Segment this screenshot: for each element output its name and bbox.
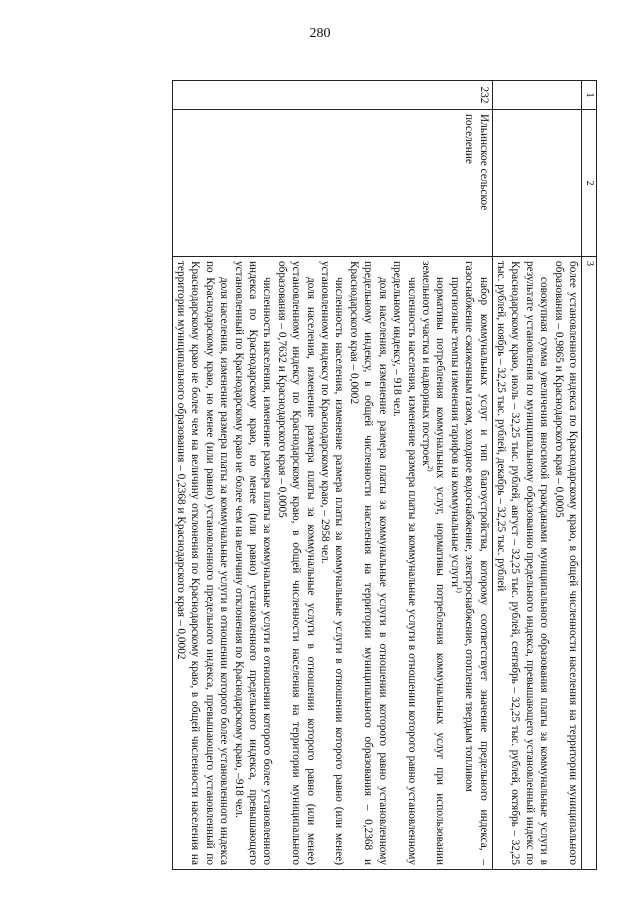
header-col-3: 3 bbox=[582, 257, 597, 870]
rotated-table-container bbox=[73, 80, 597, 870]
paragraph: набор коммунальных услуг и тип благоустройства, которому соответствует значение предельного индекса, – газоснабжение сжиженным газом, холодное водоснабжение, электроснабжение, отопление твердым топливом bbox=[463, 261, 490, 865]
paragraph-text: нормативы потребления коммунальных услуг, нормативы потребления коммунальных услуг при использовании земельного участка и надворных построек bbox=[419, 261, 447, 865]
row-number-cell bbox=[492, 81, 581, 110]
paragraph: численность населения, изменение размера платы за коммунальные услуги в отношении которого равно установленному предельному индексу, – 918 чел. bbox=[391, 261, 418, 865]
header-col-2: 2 bbox=[582, 110, 597, 257]
paragraph: доля населения, изменение размера платы за коммунальные услуги в отношении которого равно установленному предельному индексу, в общей численности населения на территории муниципального образования – 0,2368 и Краснодарского края – 0,0002 bbox=[347, 261, 389, 865]
paragraph: доля населения, изменение размера платы за коммунальные услуги в отношении которого более установленного индекса по Краснодарскому краю, но менее (или равно) установленного предельного индекса, превышающего установленный по Краснодарскому краю не более чем на величину отклонения по Краснодарскому краю, в общей численности населения на территории муниципального образования – 0,2368 и Краснодарского края – 0,0002 bbox=[175, 261, 231, 865]
paragraph: более установленного индекса по Краснодарскому краю, в общей численности населения на территории муниципального образования – 0,9865 и Краснодарского края – 0,0005 bbox=[552, 261, 579, 865]
paragraph: совокупная сумма увеличения вносимой гражданами муниципального образования платы за коммунальные услуги в результате установления по муниципальному образованию предельного индекса, превышающего установленный индекс по Краснодарскому краю, июль – 32,25 тыс. рублей, август – 32,25 тыс. рублей, сентябрь – 32,25 тыс. рублей, октябрь – 32,25 тыс. рублей, ноябрь – 32,25 тыс. рублей, декабрь – 32,25 тыс. рублей bbox=[494, 261, 551, 865]
row-number-cell: 232 bbox=[172, 81, 492, 110]
row-content-cell bbox=[492, 257, 581, 870]
row-content-cell bbox=[172, 257, 492, 870]
paragraph-text: прогнозные темпы изменения тарифов на коммунальные услуги bbox=[448, 277, 461, 587]
paragraph bbox=[419, 261, 448, 865]
footnote-mark: 2) bbox=[425, 465, 434, 472]
row-name-cell: Ильинское сельское поселение bbox=[172, 110, 492, 257]
paragraph: доля населения, изменение размера платы за коммунальные услуги в отношении которого равно (или менее) установленному индексу по Краснодарскому краю, в общей численности населения на территории муниципального образования – 0,7632 и Краснодарского края – 0,0005 bbox=[275, 261, 317, 865]
table-row-232 bbox=[172, 81, 492, 870]
table-row-continuation bbox=[492, 81, 581, 870]
paragraph bbox=[447, 261, 461, 865]
paragraph: численность населения, изменение размера платы за коммунальные услуги в отношении которого более установленного индекса по Краснодарскому краю, но менее (или равно) установленного предельного индекса, превышающего установленный по Краснодарскому краю не более чем на величину отклонения по Краснодарскому краю, –918 чел. bbox=[232, 261, 274, 865]
row-name-cell bbox=[492, 110, 581, 257]
paragraph: численность населения, изменение размера платы за коммунальные услуги в отношении которого равно (или менее) установленному индексу по Краснодарскому краю, – 2958 чел. bbox=[319, 261, 346, 865]
table-header-row bbox=[582, 81, 597, 870]
data-table bbox=[172, 80, 597, 870]
header-col-1: 1 bbox=[582, 81, 597, 110]
footnote-mark: 1) bbox=[454, 587, 463, 593]
page-number: 280 bbox=[309, 26, 331, 41]
